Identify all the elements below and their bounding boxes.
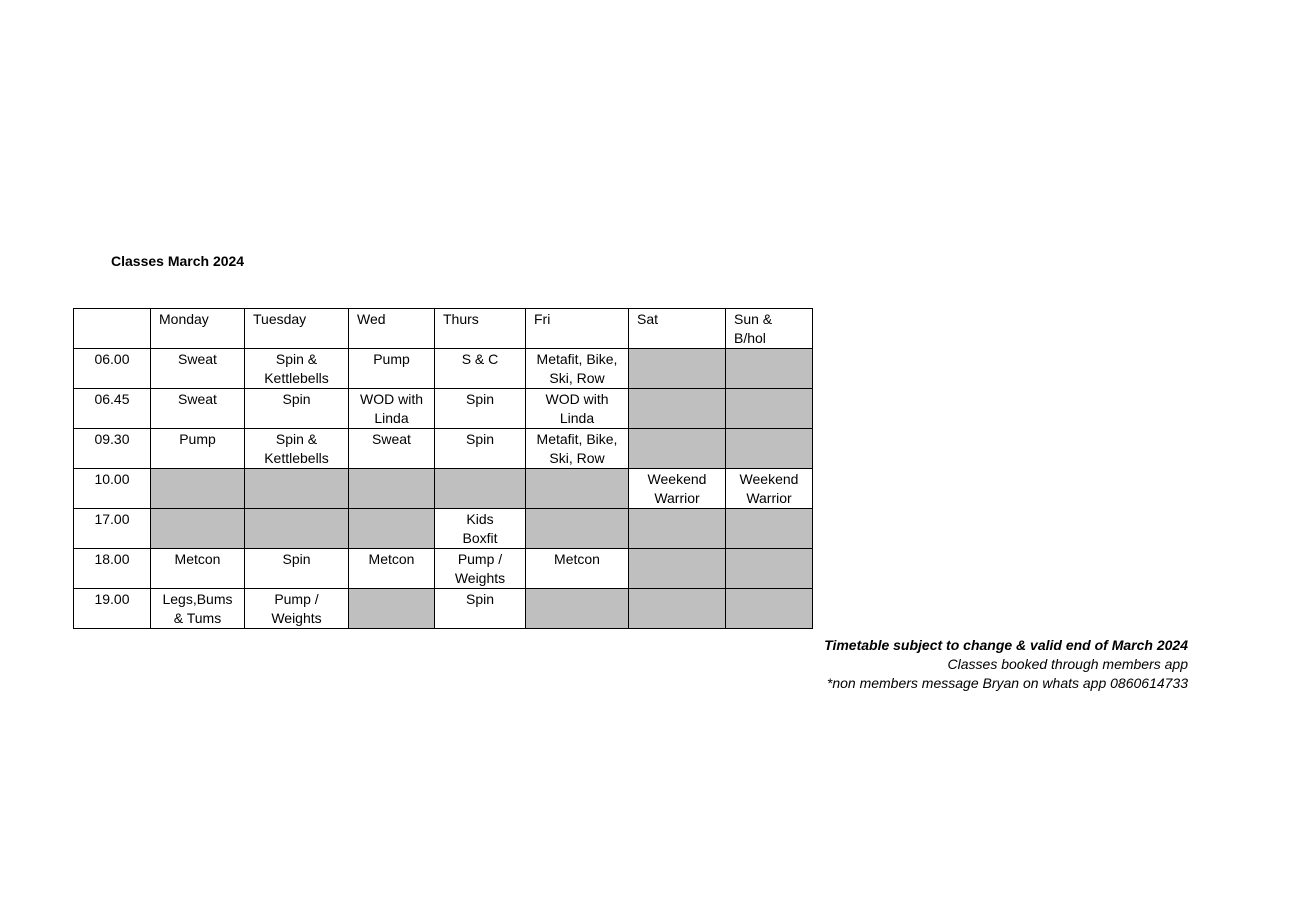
class-cell: Spin <box>435 589 526 629</box>
time-cell: 06.45 <box>74 389 151 429</box>
table-row <box>74 509 813 549</box>
empty-slot <box>726 549 813 589</box>
class-cell: WOD with Linda <box>349 389 435 429</box>
class-cell: Weekend Warrior <box>726 469 813 509</box>
time-cell: 17.00 <box>74 509 151 549</box>
table-row <box>74 549 813 589</box>
table-row <box>74 349 813 389</box>
class-cell: Spin & Kettlebells <box>245 349 349 389</box>
empty-slot <box>526 589 629 629</box>
table-row <box>74 589 813 629</box>
class-cell: Spin <box>245 389 349 429</box>
page-title: Classes March 2024 <box>111 253 245 269</box>
empty-slot <box>349 509 435 549</box>
empty-slot <box>629 389 726 429</box>
header-row <box>74 309 813 349</box>
time-cell: 06.00 <box>74 349 151 389</box>
empty-slot <box>726 589 813 629</box>
class-cell: Spin & Kettlebells <box>245 429 349 469</box>
validity-note: Timetable subject to change & valid end of March 2024 <box>824 637 1188 653</box>
empty-slot <box>245 469 349 509</box>
header-sun: Sun & B/hol <box>726 309 813 349</box>
class-cell: Pump / Weights <box>245 589 349 629</box>
empty-slot <box>629 549 726 589</box>
class-cell: Metafit, Bike, Ski, Row <box>526 429 629 469</box>
class-cell: Metcon <box>526 549 629 589</box>
empty-slot <box>629 349 726 389</box>
class-cell: Spin <box>435 429 526 469</box>
empty-slot <box>349 469 435 509</box>
class-cell: Metcon <box>349 549 435 589</box>
empty-slot <box>349 589 435 629</box>
class-cell: Metafit, Bike, Ski, Row <box>526 349 629 389</box>
empty-slot <box>151 509 245 549</box>
header-sat: Sat <box>629 309 726 349</box>
time-cell: 19.00 <box>74 589 151 629</box>
time-cell: 18.00 <box>74 549 151 589</box>
empty-slot <box>629 509 726 549</box>
empty-slot <box>526 509 629 549</box>
header-monday: Monday <box>151 309 245 349</box>
class-cell: Pump <box>349 349 435 389</box>
timetable-notes <box>824 636 1188 693</box>
empty-slot <box>726 509 813 549</box>
class-cell: Kids Boxfit <box>435 509 526 549</box>
table-row <box>74 389 813 429</box>
header-corner <box>74 309 151 349</box>
class-cell: Spin <box>245 549 349 589</box>
empty-slot <box>726 389 813 429</box>
class-cell: Pump <box>151 429 245 469</box>
class-cell: WOD with Linda <box>526 389 629 429</box>
class-cell: S & C <box>435 349 526 389</box>
class-cell: Sweat <box>151 349 245 389</box>
table-row <box>74 469 813 509</box>
class-cell: Metcon <box>151 549 245 589</box>
class-cell: Spin <box>435 389 526 429</box>
booking-note: Classes booked through members app <box>947 656 1188 672</box>
class-cell: Sweat <box>151 389 245 429</box>
empty-slot <box>151 469 245 509</box>
non-member-note: *non members message Bryan on whats app 0860614733 <box>826 675 1188 691</box>
empty-slot <box>435 469 526 509</box>
class-timetable <box>73 308 813 629</box>
time-cell: 10.00 <box>74 469 151 509</box>
empty-slot <box>726 429 813 469</box>
empty-slot <box>629 589 726 629</box>
class-cell: Legs,Bums & Tums <box>151 589 245 629</box>
empty-slot <box>629 429 726 469</box>
header-fri: Fri <box>526 309 629 349</box>
empty-slot <box>526 469 629 509</box>
table-row <box>74 429 813 469</box>
empty-slot <box>726 349 813 389</box>
class-cell: Weekend Warrior <box>629 469 726 509</box>
empty-slot <box>245 509 349 549</box>
header-wed: Wed <box>349 309 435 349</box>
class-cell: Sweat <box>349 429 435 469</box>
header-thurs: Thurs <box>435 309 526 349</box>
time-cell: 09.30 <box>74 429 151 469</box>
class-cell: Pump / Weights <box>435 549 526 589</box>
header-tuesday: Tuesday <box>245 309 349 349</box>
